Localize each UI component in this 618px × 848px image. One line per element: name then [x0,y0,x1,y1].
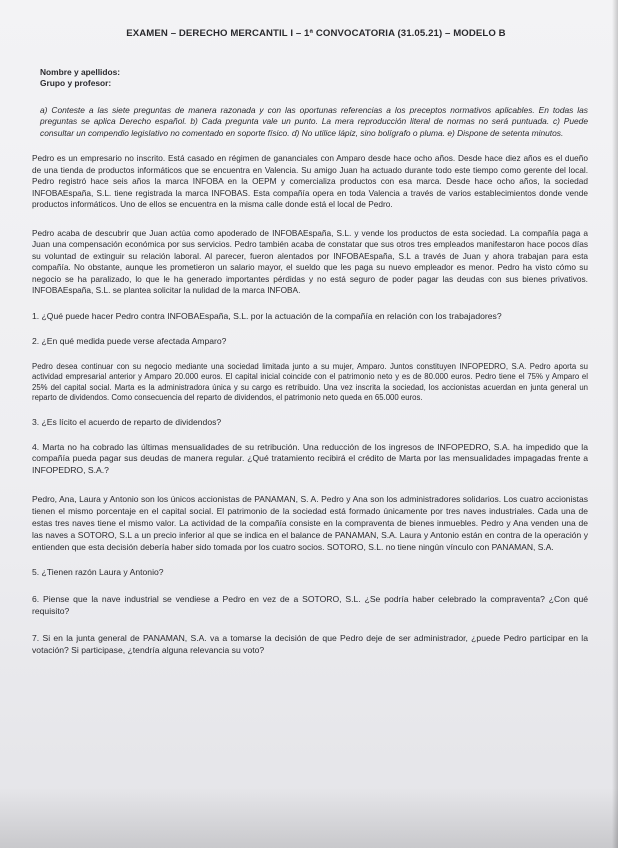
question-5: 5. ¿Tienen razón Laura y Antonio? [32,566,164,577]
page-edge-shadow [612,0,618,848]
exam-instructions: a) Conteste a las siete preguntas de manera razonada y con las oportunas referencias a los preceptos normativos aplicables. En todas las preguntas se aplica Derecho español. b) Cada pregunta vale un punto. La mera reproducción literal de normas no será puntuada. c) Puede consultar un compendio legislativo no comentado en soporte físico. d) No utilice lápiz, sino bolígrafo o pluma. e) Dispone de setenta minutos. [40,105,588,138]
question-2: 2. ¿En qué medida puede verse afectada Amparo? [32,336,227,347]
case1-paragraph-2: Pedro acaba de descubrir que Juan actúa como apoderado de INFOBAEspaña, S.L. y vende los productos de esta sociedad. La compañía paga a Juan una compensación económica por sus servicios. Pedro también acaba de constatar que sus otros tres empleados manifestaron hace pocos días su voluntad de extinguir su relación laboral. Al parecer, fueron alentados por INFOBAEspaña, S.L a través de Juan y ahora trabajan para esta compañía. No obstante, aunque les prometieron un salario mayor, el sueldo que les paga su nuevo empleador es menor. Pedro ha visto cómo su negocio se ha paralizado, lo que le ha generado importantes pérdidas y no está seguro de poder pagar las deudas con sus bienes privativos. INFOBAEspaña, S.L. se plantea solicitar la nulidad de la marca INFOBA. [32,227,588,296]
question-7: 7. Si en la junta general de PANAMAN, S.A. va a tomarse la decisión de que Pedro deje de ser administrador, ¿puede Pedro participar en la votación? Si participase, ¿tendría alguna relevancia su voto? [32,633,588,655]
group-label: Grupo y profesor: [40,78,112,88]
question-1: 1. ¿Qué puede hacer Pedro contra INFOBAEspaña, S.L. por la actuación de la compañía en relación con los trabajadores? [32,310,502,321]
question-3: 3. ¿Es lícito el acuerdo de reparto de dividendos? [32,417,222,428]
question-6: 6. Piense que la nave industrial se vendiese a Pedro en vez de a SOTORO, S.L. ¿Se podría haber celebrado la compraventa? ¿Con qué requisito? [32,594,588,616]
case2-paragraph: Pedro desea continuar con su negocio mediante una sociedad limitada junto a su mujer, Amparo. Juntos constituyen INFOPEDRO, S.A. Pedro aporta su actividad empresarial anterior y Amparo 20.000 euros. El capital inicial coincide con el patrimonio neto y es de 80.000 euros. Pedro tiene el 75% y Amparo el 25% del capital social. Marta es la administradora única y su cargo es retribuido. Una vez inscrita la sociedad, los accionistas acuerdan en junta general un reparto de dividendos. Como consecuencia del reparto de dividendos, el patrimonio neto queda en 65.000 euros. [32,361,588,402]
name-label: Nombre y apellidos: [40,67,121,77]
exam-title: EXAMEN – DERECHO MERCANTIL I – 1ª CONVOCATORIA (31.05.21) – MODELO B [126,28,506,39]
question-4: 4. Marta no ha cobrado las últimas mensualidades de su retribución. Una reducción de los ingresos de INFOPEDRO, S.A. ha impedido que la compañía pueda pagar sus deudas de manera regular. ¿Qué tratamiento recibirá el crédito de Marta por las mensualidades impagadas frente a INFOPEDRO, S.A.? [32,441,588,476]
bottom-shadow [0,788,618,848]
case1-paragraph-1: Pedro es un empresario no inscrito. Está casado en régimen de gananciales con Amparo desde hace ocho años. Desde hace diez años es el dueño de una tienda de productos informáticos que se encuentra en Valencia. Su amigo Juan ha actuado durante todo este tiempo como gerente del local. Pedro registró hace seis años la marca INFOBA en la OEPM y comercializa productos con esa marca. Desde hace ocho años, la sociedad INFOBAEspaña, S.L. tiene registrada la marca INFOBAS. Esta compañía opera en toda Valencia a través de varios establecimientos donde vende productos informáticos. Uno de ellos se encuentra en la misma calle donde está el local de Pedro. [32,153,588,210]
exam-content [32,28,588,657]
case3-paragraph: Pedro, Ana, Laura y Antonio son los únicos accionistas de PANAMAN, S. A. Pedro y Ana son los administradores solidarios. Los cuatro accionistas tienen el mismo porcentaje en el capital social. El patrimonio de la sociedad está formado únicamente por tres naves industriales. Cada una de estas tres naves tiene el mismo valor. La actividad de la compañía consiste en la compraventa de bienes inmuebles. Pedro y Ana venden una de las naves a SOTORO, S.L a un precio inferior al que se indica en el balance de PANAMAN, S.A. Laura y Antonio están en contra de la operación y entienden que esta decisión debería haber sido tomada por los cuatro socios. SOTORO, S.L. no tiene ningún vínculo con PANAMAN, S.A. [32,493,588,552]
